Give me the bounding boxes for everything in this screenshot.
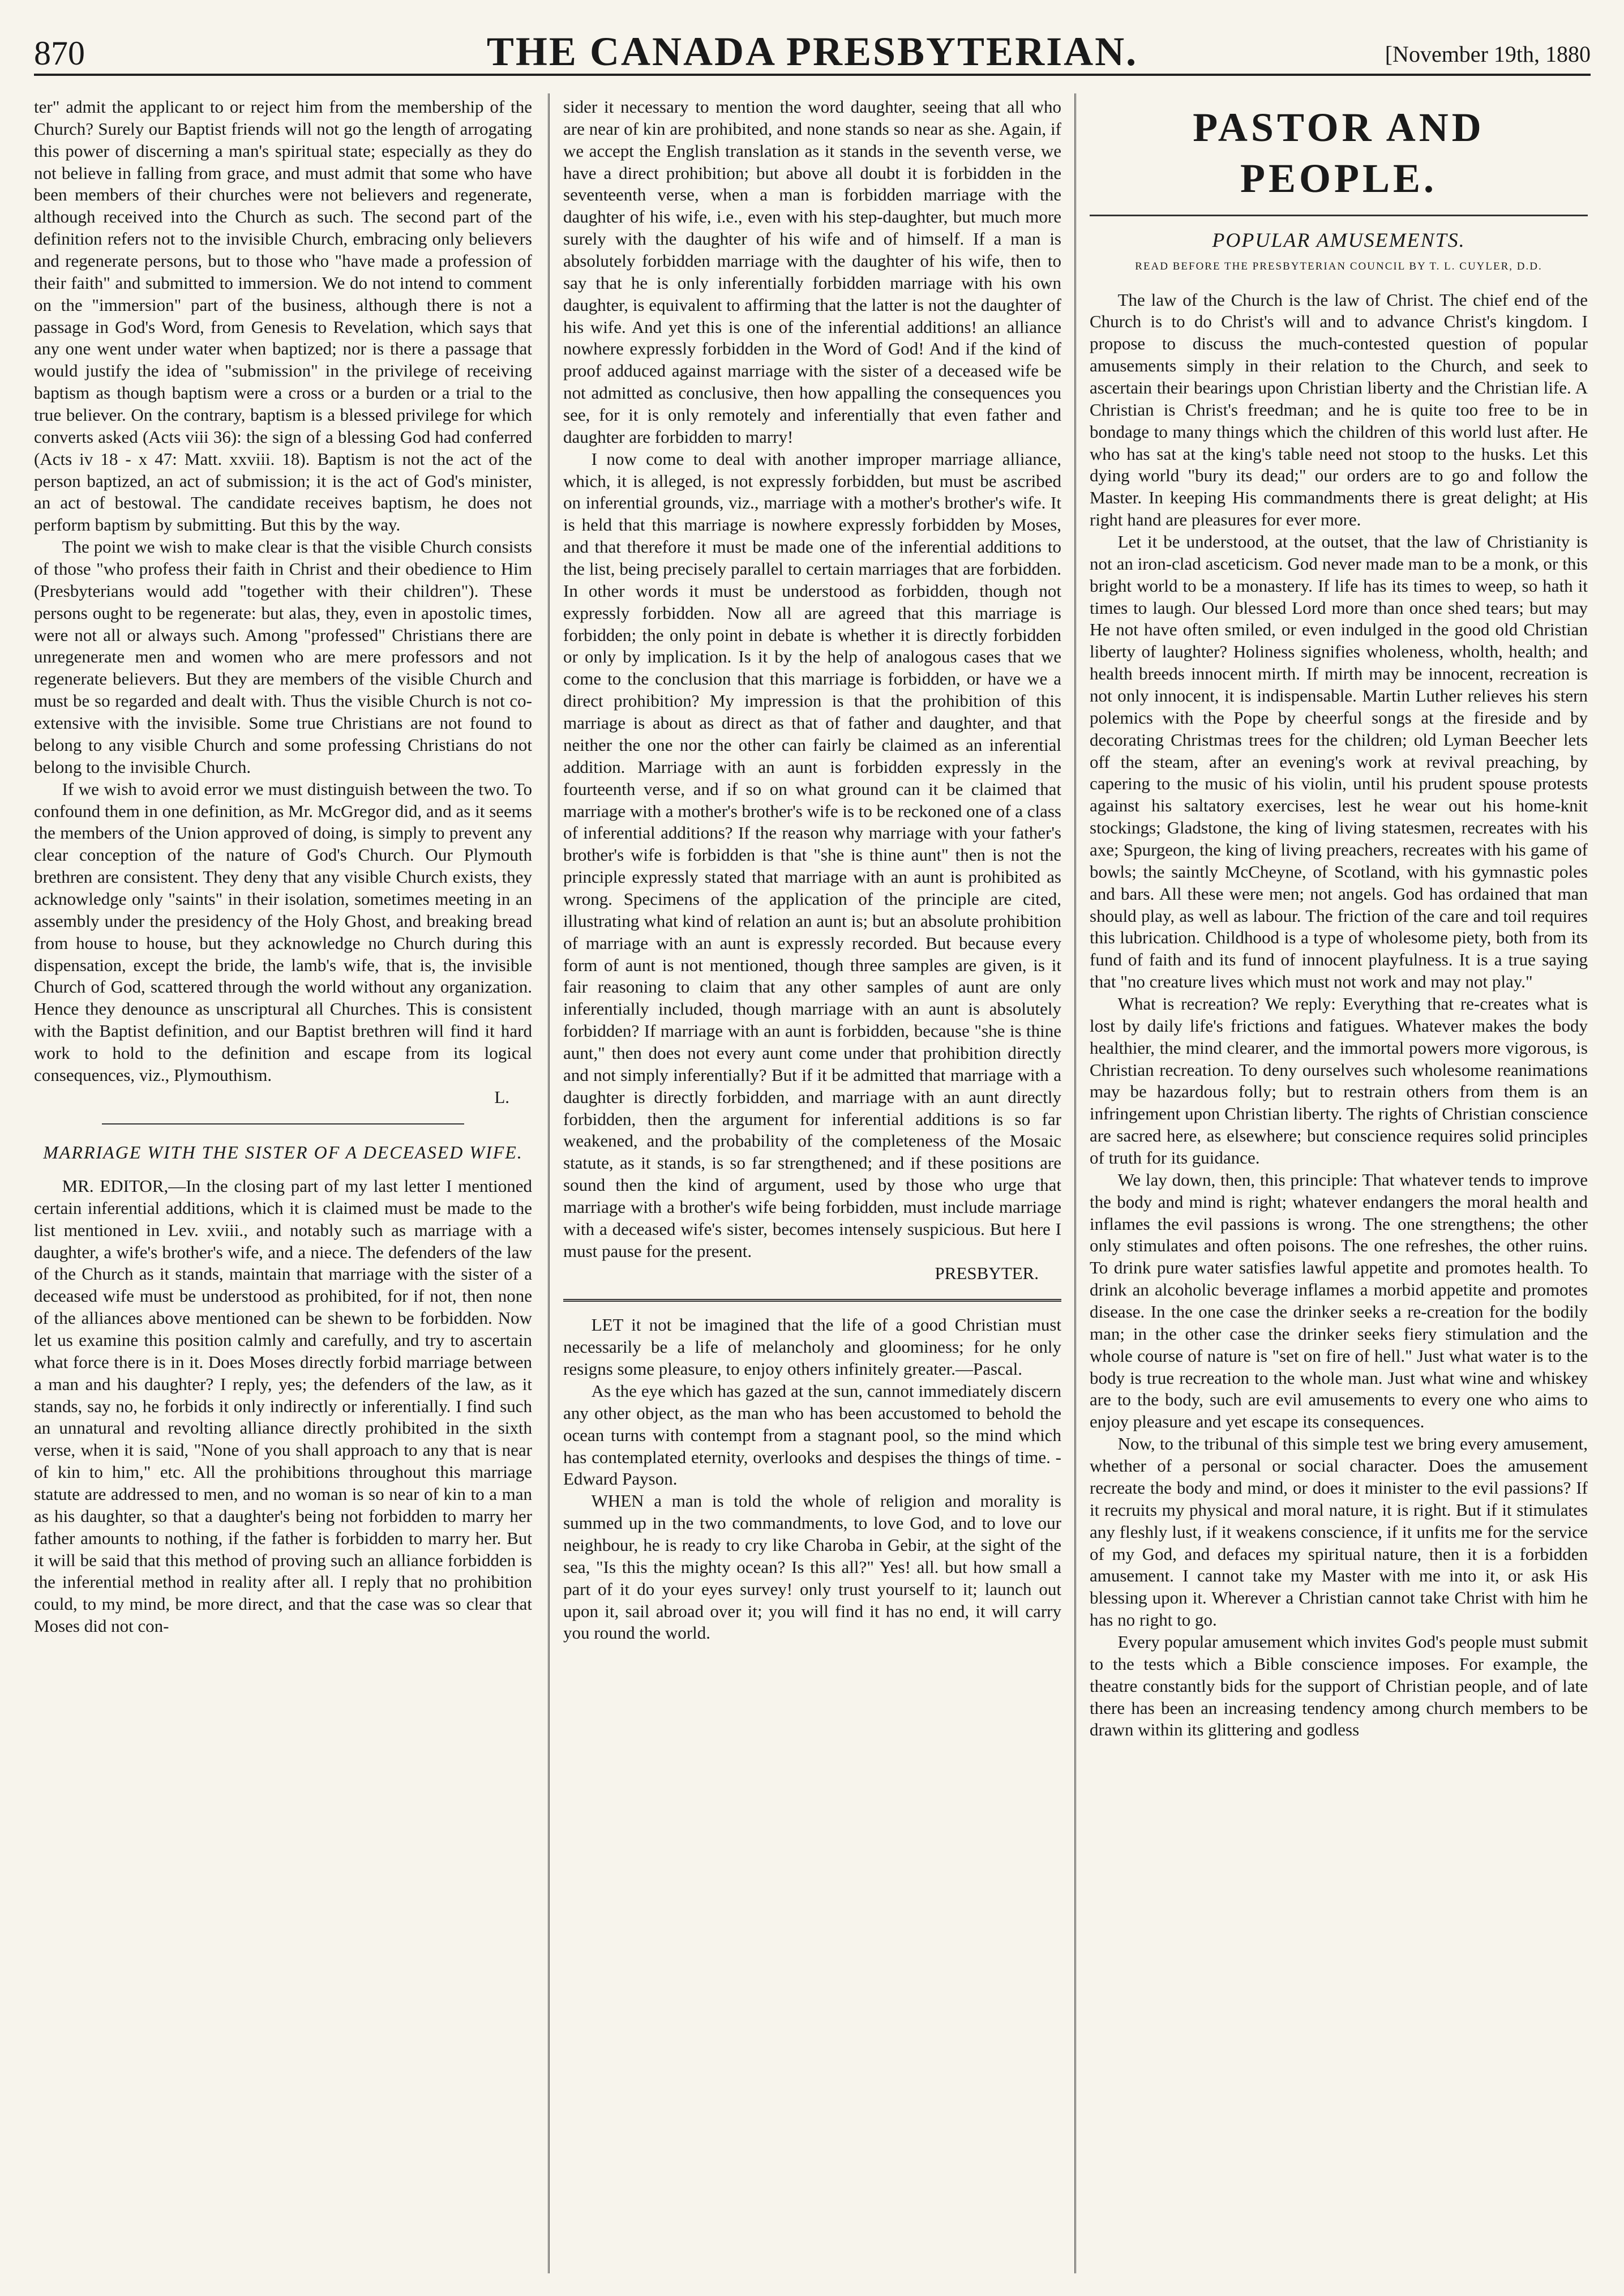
article-title: POPULAR AMUSEMENTS. (1212, 228, 1466, 251)
running-head (34, 28, 1591, 79)
article-paragraph: We lay down, then, this principle: That whatever tends to improve the body and mind is right; whatever endangers the moral health and inflames the evil passions is wrong. The one strengthens; the other only stimulates and often poisons. The one refreshes, the other ruins. To drink pure water satisfies lawful appetite and promotes health. To drink an alcoholic beverage inflames a morbid appetite and promotes disease. In the one case the drinker seeks a re-creation for the bodily man; in the other case the drinker seeks fiery stimulation and the whole course of nature is "set on fire of hell." Just what water is to the body is true recreation to the whole man. Just what wine and whiskey are to the body, such are evil amusements to every one who aims to enjoy pleasure and yet escape its consequences. (1090, 1169, 1588, 1432)
article-paragraph: The point we wish to make clear is that the visible Church consists of those "who profess their faith in Christ and their obedience to Him (Presbyterians would add "together with their children"). These persons ought to be regenerate: but alas, they, even in apostolic times, were not all or always such. Among "professed" Christians there are unregenerate men and women who are mere professors and not regenerate believers. But they are members of the visible Church and must be so regarded and dealt with. Thus the visible Church is not co-extensive with the invisible. Some true Christians are not found to belong to any visible Church and some professing Christians do not belong to the invisible Church. (34, 537, 532, 777)
article-title: MARRIAGE WITH THE SISTER OF A DECEASED WIFE. (43, 1141, 523, 1162)
column-3 (1090, 96, 1588, 2271)
column-2 (563, 96, 1061, 2271)
article-paragraph: Let it be understood, at the outset, that the law of Christianity is not an iron-clad asceticism. God never made man to be a monk, or this bright world to be a monastery. If life has its times to weep, so hath it times to laugh. Our blessed Lord more than once shed tears; but may He not have often smiled, or even indulged in the good old Christian liberty of laughter? Holiness signifies wholeness, wholth, health; and health breeds innocent mirth. If mirth may be innocent, recreation is not only innocent, it is indispensable. Martin Luther relieves his stern polemics with the Pope by cheerful songs at the fireside and by decorating Christmas trees for the children; old Lyman Beecher lets off the steam, after an evening's work at revival preaching, by capering to the music of his violin, until his prudent spouse protests against his saltatory exercises, lest he wear out his home-knit stockings; Gladstone, the king of living statesmen, recreates with his axe; Spurgeon, the king of living preachers, recreates with his game of bowls; the saintly McCheyne, of Scotland, with his gymnastic poles and bars. All these were men; not angels. God has ordained that man should play, as well as labour. The friction of the care and toil requires this lubrication. Childhood is a type of wholesome piety, both from its fund of faith and its fund of innocent playfulness. It is a true saying that "no creature lives which must not work and may not play." (1090, 531, 1588, 992)
column-rule-2 (1074, 93, 1076, 2273)
article-paragraph: Every popular amusement which invites God's people must submit to the tests which a Bible conscience imposes. For example, the theatre constantly bids for the support of Christian people, and of late there has been an increasing tendency among church members to be drawn within its glittering and godless (1090, 1631, 1588, 1740)
column-rule-1 (548, 93, 550, 2273)
page-number: 870 (34, 35, 85, 72)
quote-paragraph: LET it not be imagined that the life of a good Christian must necessarily be a life of melancholy and gloominess; for he only resigns some pleasure, to enjoy others infinitely greater.—Pascal. (563, 1315, 1061, 1379)
article-paragraph: MR. EDITOR,—In the closing part of my last letter I mentioned certain inferential additions, which it is claimed must be made to the list mentioned in Lev. xviii., and notably such as marriage with a daughter, a wife's brother's wife, and a niece. The defenders of the law of the Church as it stands, maintain that marriage with the sister of a deceased wife must be understood as prohibited, for if not, then none of the alliances above mentioned can be shewn to be forbidden. Now let us examine this position calmly and carefully, and try to ascertain what force there is in it. Does Moses directly forbid marriage between a man and his daughter? I reply, yes; the defenders of the law, as it stands, say no, he forbids it only indirectly or inferentially. I find such an unnatural and revolting alliance directly prohibited in the sixth verse, when it is said, "None of you shall approach to any that is near of kin to him," etc. All the prohibitions throughout this marriage statute are addressed to men, and no woman is so near of kin to a man as his daughter, so that a daughter's being not forbidden to marry her father amounts to nothing, if the father is forbidden to marry her. But it will be said that this method of proving such an alliance forbidden is the inferential method in reality after all. I reply that no prohibition could, to my mind, be more direct, and that the case was so clear that Moses did not con- (34, 1175, 532, 1636)
column-1 (34, 96, 532, 2271)
article-paragraph: What is recreation? We reply: Everything that re-creates what is lost by daily life's frictions and fatigues. Whatever makes the body healthier, the mind clearer, and the immortal powers more vigorous, is Christian recreation. To deny ourselves such wholesome reanimations may be hazardous folly; but to restrain others from them is an infringement upon Christian liberty. The rights of Christian conscience are sacred here, as elsewhere; but conscience requires solid principles of truth for its guidance. (1090, 994, 1588, 1168)
quote-paragraph: As the eye which has gazed at the sun, cannot immediately discern any other object, as the man who has been accustomed to behold the ocean turns with contempt from a stagnant pool, so the mind which has contemplated eternity, overlooks and despises the things of time. - Edward Payson. (563, 1380, 1061, 1489)
article-paragraph: ter" admit the applicant to or reject him from the membership of the Church? Surely our Baptist friends will not go the length of arrogating this power of discerning a man's spiritual state; especially as they do not believe in falling from grace, and must admit that some who have been members of their churches were not believers and regenerate, although received into the Church as such. The second part of the definition refers not to the invisible Church, embracing only believers and regenerate persons, but to those who "have made a profession of their faith" and submitted to immersion. We do not intend to comment on the "immersion" part of the business, although there is not a passage in God's Word, from Genesis to Revelation, which says that any one went under water when baptized; nor is there a passage that would justify the idea of "submission" in the privilege of receiving baptism as though baptism were a cross or a burden or a trial to the true believer. On the contrary, baptism is a blessed privilege for which converts asked (Acts viii 36): the sign of a blessing God had conferred (Acts iv 18 - x 47: Matt. xxviii. 18). Baptism is not the act of the person baptized, an act of submission; it is the act of God's minister, an act of bestowal. The candidate receives baptism, he does not perform baptism by submitting. But this by the way. (34, 97, 532, 535)
header-rule (34, 74, 1591, 76)
journal-title: THE CANADA PRESBYTERIAN. (486, 29, 1138, 74)
article-paragraph: The law of the Church is the law of Christ. The chief end of the Church is to do Christ's will and to advance Christ's kingdom. I propose to discuss the much-contested question of popular amusements simply in their relation to the Church, and seek to ascertain their bearings upon Christian liberty and the Christian life. A Christian is Christ's freedman; and he is quite too free to be in bondage to many things which the children of this world lust after. He who has sat at the king's table need not stoop to the husks. Let this dying world "bury its dead;" our orders are to go and follow the Master. In keeping His commandments there is great delight; at His right hand are pleasures for ever more. (1090, 289, 1588, 530)
department-rule (1090, 215, 1588, 216)
section-separator (563, 1299, 1061, 1302)
article-separator (102, 1123, 464, 1125)
issue-date: [November 19th, 1880 (1385, 41, 1591, 67)
article-byline: READ BEFORE THE PRESBYTERIAN COUNCIL BY T. L. CUYLER, D.D. (1135, 260, 1542, 272)
article-signature: L. (494, 1087, 509, 1107)
article-paragraph: If we wish to avoid error we must distinguish between the two. To confound them in one definition, as Mr. McGregor did, and as it seems the members of the Union approved of doing, is simply to prevent any clear conception of the nature of God's Church. Our Plymouth brethren are consistent. They deny that any visible Church exists, they acknowledge only "saints" in their isolation, sometimes meeting in an assembly under the presidency of the Holy Ghost, and breaking bread from house to house, but they acknowledge no Church during this dispensation, except the bride, the lamb's wife, that is, the invisible Church of God, scattered through the world without any organization. Hence they denounce as unscriptural all Churches. This is consistent with the Baptist definition, and our Baptist brethren will find it hard work to hold to the definition and escape from its logical consequences, viz., Plymouthism. (34, 779, 532, 1085)
article-paragraph: sider it necessary to mention the word daughter, seeing that all who are near of kin are prohibited, and none stands so near as she. Again, if we accept the English translation as it stands in the seventh verse, we have a direct prohibition; but above all doubt it is forbidden in the seventeenth verse, when a man is forbidden marriage with the daughter of his wife, i.e., even with his step-daughter, but much more surely with the daughter of his wife and of himself. If a man is absolutely forbidden marriage with the daughter of his wife, then to say that he is only inferentially forbidden marriage with his own daughter, is equivalent to affirming that the latter is not the daughter of his wife. And yet this is one of the inferential additions! an alliance nowhere expressly forbidden in the Word of God! And if the kind of proof adduced against marriage with the sister of a deceased wife be not admitted as conclusive, then how appalling the consequences you see, for it is only remotely and inferentially that even father and daughter are forbidden to marry! (563, 97, 1061, 447)
quote-paragraph: WHEN a man is told the whole of religion and morality is summed up in the two commandments, to love God, and to love our neighbour, he is ready to cry like Charoba in Gebir, at the sight of the sea, "Is this the mighty ocean? Is this all?" Yes! all. but how small a part of it do your eyes survey! only trust yourself to it; launch out upon it, sail abroad over it; you will find it has no end, it will carry you round the world. (563, 1491, 1061, 1643)
article-signature: PRESBYTER. (935, 1263, 1039, 1283)
department-title: PASTOR AND PEOPLE. (1193, 105, 1485, 202)
article-paragraph: Now, to the tribunal of this simple test we bring every amusement, whether of a personal or social character. Does the amusement recreate the body and mind, or does it minister to the evil passions? If it recruits my physical and moral nature, it is right. But if it stimulates any fleshly lust, if it weakens conscience, if it unfits me for the service of my God, and defaces my spiritual nature, then it is a forbidden amusement. I cannot take my Master with me into it, or ask His blessing upon it. Wherever a Christian cannot take Christ with him he has no right to go. (1090, 1434, 1588, 1630)
article-paragraph: I now come to deal with another improper marriage alliance, which, it is alleged, is not expressly forbidden, but must be ascribed on inferential grounds, viz., marriage with a mother's brother's wife. It is held that this marriage is nowhere expressly forbidden by Moses, and that therefore it must be made one of the inferential additions to the list, being precisely parallel to certain marriages that are forbidden. In other words it must be understood as forbidden, though not expressly forbidden. Now all are agreed that this marriage is forbidden; the only point in debate is whether it is directly forbidden or only by implication. Is it by the help of analogous cases that we come to the conclusion that this marriage is forbidden, or have we a direct prohibition? My impression is that the prohibition of this marriage is about as direct as that of father and daughter, and that neither the one nor the other can fairly be claimed as an inferential addition. Marriage with an aunt is forbidden expressly in the fourteenth verse, and if so on what ground can it be claimed that marriage with a mother's brother's wife is to be reckoned one of a class of inferential additions? If the reason why marriage with your father's brother's wife is forbidden is that "she is thine aunt" then is not the principle expressly stated that marriage with an aunt is prohibited as wrong. Specimens of the application of the principle are cited, illustrating what kind of relation an aunt is; but an absolute prohibition of marriage with an aunt is expressly recorded. But because every form of aunt is not mentioned, though three samples are given, is it fair reasoning to claim that any other samples of aunt are only inferentially included, though marriage with an aunt is absolutely forbidden? If marriage with an aunt is forbidden, because "she is thine aunt," then does not every aunt come under that prohibition directly and not simply inferentially? But if it be admitted that marriage with a daughter is directly forbidden, and marriage with an aunt directly forbidden, then the argument for inferential additions is so far weakened, and the probability of the completeness of the Mosaic statute, as it stands, is so far strengthened; and if these positions are sound then the kind of argument, used by those who urge that marriage with a brother's wife being forbidden, must include marriage with a deceased wife's sister, becomes intensely suspicious. But here I must pause for the present. (563, 448, 1061, 1261)
